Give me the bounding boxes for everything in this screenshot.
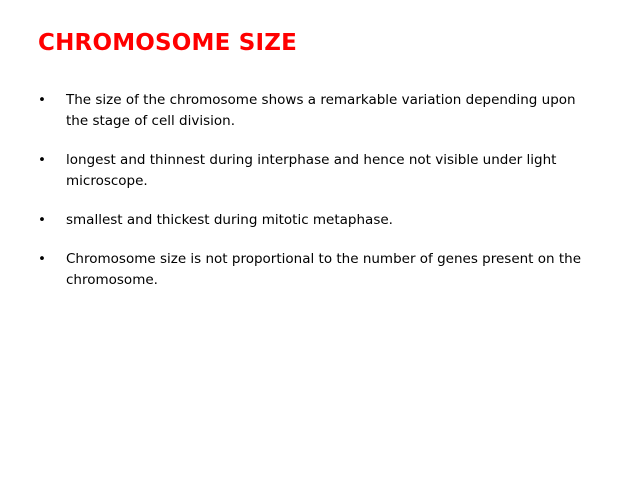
bullet-marker: •	[38, 251, 46, 267]
bullet-text: longest and thinnest during interphase and hence not visible under light microscope.	[66, 152, 557, 189]
bullet-item	[38, 150, 598, 192]
bullet-marker: •	[38, 92, 46, 108]
bullet-item	[38, 90, 598, 132]
bullet-list	[38, 90, 598, 309]
bullet-text: Chromosome size is not proportional to the number of genes present on the chromosome.	[66, 251, 582, 288]
bullet-item	[38, 210, 598, 231]
bullet-marker: •	[38, 212, 46, 228]
bullet-text: smallest and thickest during mitotic metaphase.	[66, 212, 393, 228]
bullet-item	[38, 249, 598, 291]
slide-title: CHROMOSOME SIZE	[38, 30, 298, 56]
bullet-marker: •	[38, 152, 46, 168]
bullet-text: The size of the chromosome shows a remarkable variation depending upon the stage of cell division.	[66, 92, 576, 129]
